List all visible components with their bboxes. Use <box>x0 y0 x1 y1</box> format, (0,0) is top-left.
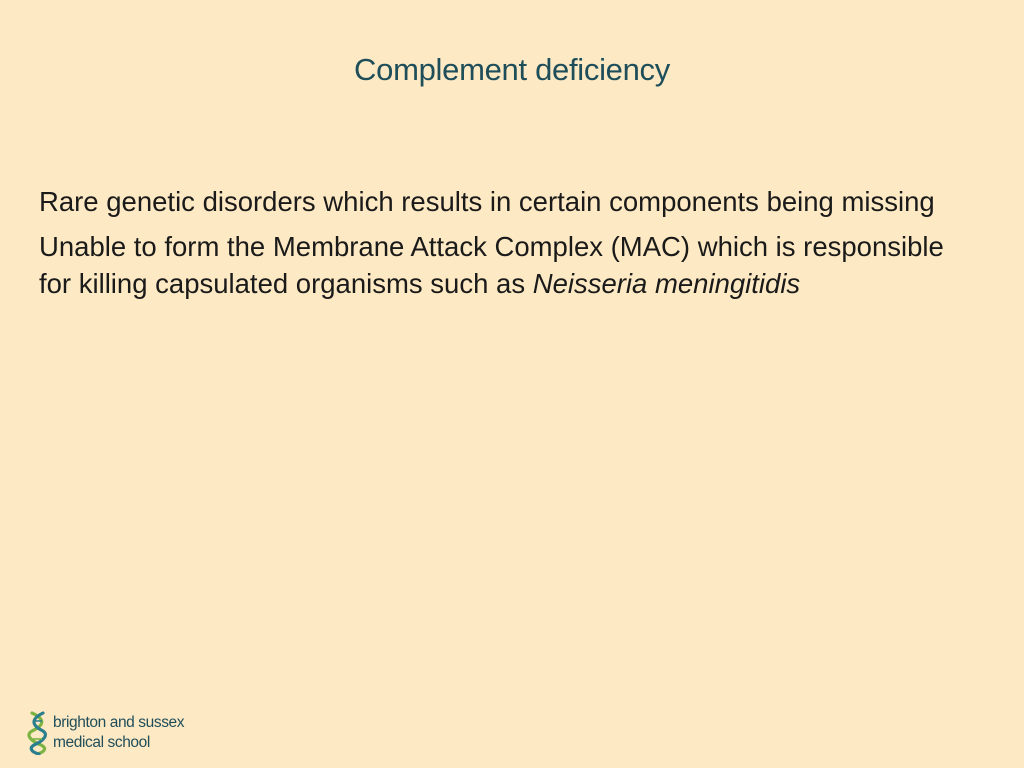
school-logo <box>27 710 184 756</box>
logo-text <box>53 713 184 753</box>
slide-body <box>39 183 979 310</box>
slide-title: Complement deficiency <box>354 52 670 87</box>
paragraph-mac <box>39 228 979 302</box>
logo-line-2: medical school <box>53 734 150 751</box>
paragraph-rare-genetic-disorders <box>39 183 979 220</box>
paragraph-text: Unable to form the Membrane Attack Complex (MAC) which is responsible for killing capsulated organisms such as <box>39 231 944 299</box>
organism-name: Neisseria meningitidis <box>532 268 801 299</box>
dna-helix-icon <box>27 711 49 755</box>
paragraph-text: Rare genetic disorders which results in certain components being missing <box>39 186 935 217</box>
logo-line-1: brighton and sussex <box>53 714 185 731</box>
